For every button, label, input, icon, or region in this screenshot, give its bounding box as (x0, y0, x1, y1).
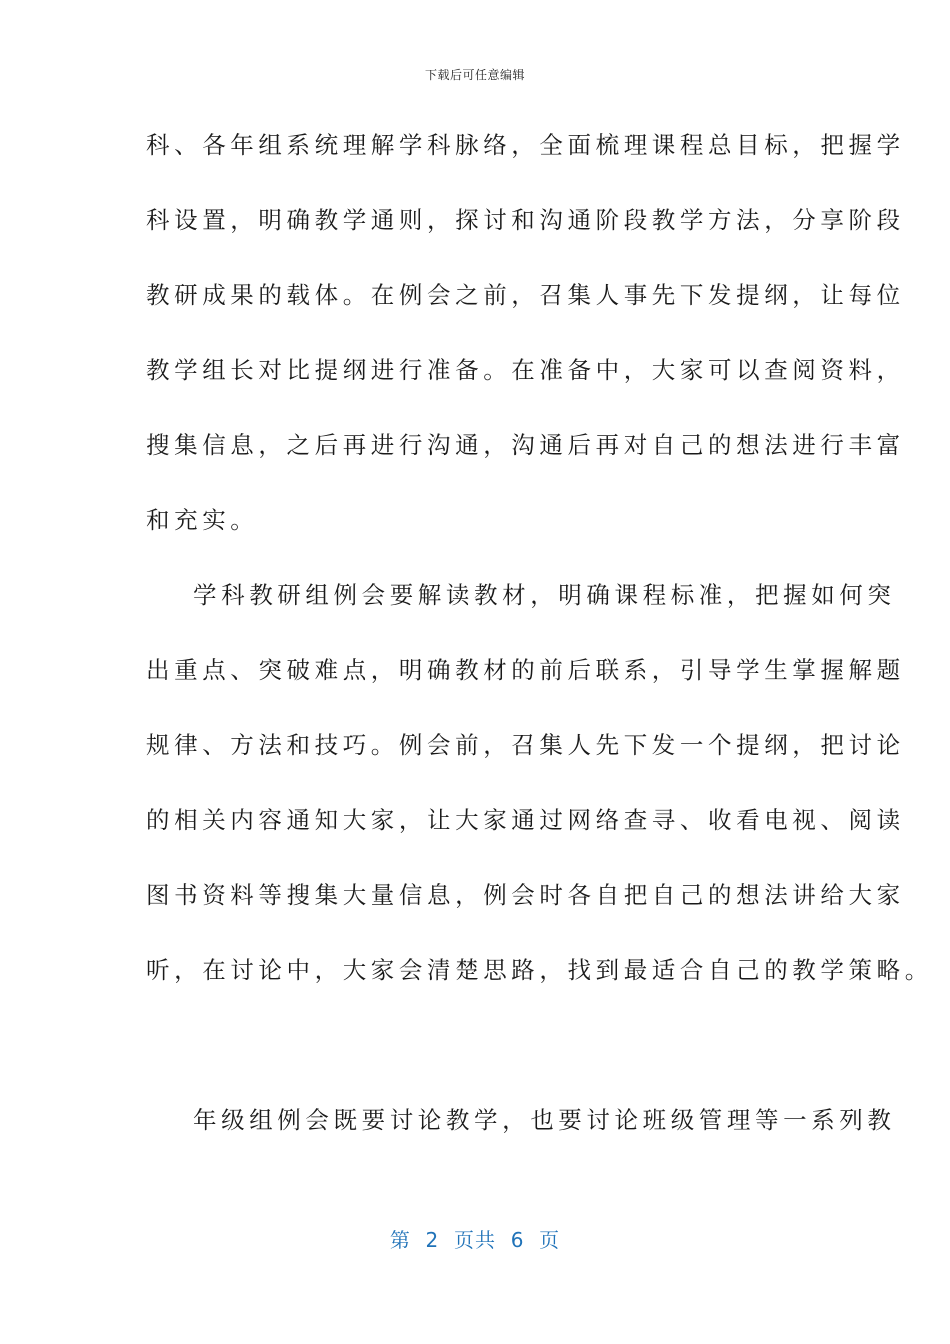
paragraph-line: 出重点、突破难点，明确教材的前后联系，引导学生掌握解题 (146, 656, 905, 684)
paragraph-line: 教学组长对比提纲进行准备。在准备中，大家可以查阅资料， (146, 356, 905, 384)
paragraph-line: 规律、方法和技巧。例会前，召集人先下发一个提纲，把讨论 (146, 731, 905, 759)
paragraph-line: 教研成果的载体。在例会之前，召集人事先下发提纲，让每位 (146, 281, 905, 309)
paragraph-line: 和充实。 (146, 506, 259, 534)
page-header: 下载后可任意编辑 (424, 68, 525, 82)
page-footer: 第 2 页共 6 页 (389, 1228, 561, 1252)
paragraph-line-indented: 年级组例会既要讨论教学，也要讨论班级管理等一系列教 (193, 1106, 896, 1134)
paragraph-line: 科、各年组系统理解学科脉络，全面梳理课程总目标，把握学 (146, 131, 905, 159)
paragraph-line: 科设置，明确教学通则，探讨和沟通阶段教学方法，分享阶段 (146, 206, 905, 234)
paragraph-line: 搜集信息，之后再进行沟通，沟通后再对自己的想法进行丰富 (146, 431, 905, 459)
paragraph-line: 的相关内容通知大家，让大家通过网络查寻、收看电视、阅读 (146, 806, 905, 834)
paragraph-line: 图书资料等搜集大量信息，例会时各自把自己的想法讲给大家 (146, 881, 905, 909)
document-body (146, 125, 933, 1175)
paragraph-line: 听，在讨论中，大家会清楚思路，找到最适合自己的教学策略。 (146, 956, 933, 984)
paragraph-line-indented: 学科教研组例会要解读教材，明确课程标准，把握如何突 (193, 581, 896, 609)
paragraph-gap (146, 1025, 806, 1100)
